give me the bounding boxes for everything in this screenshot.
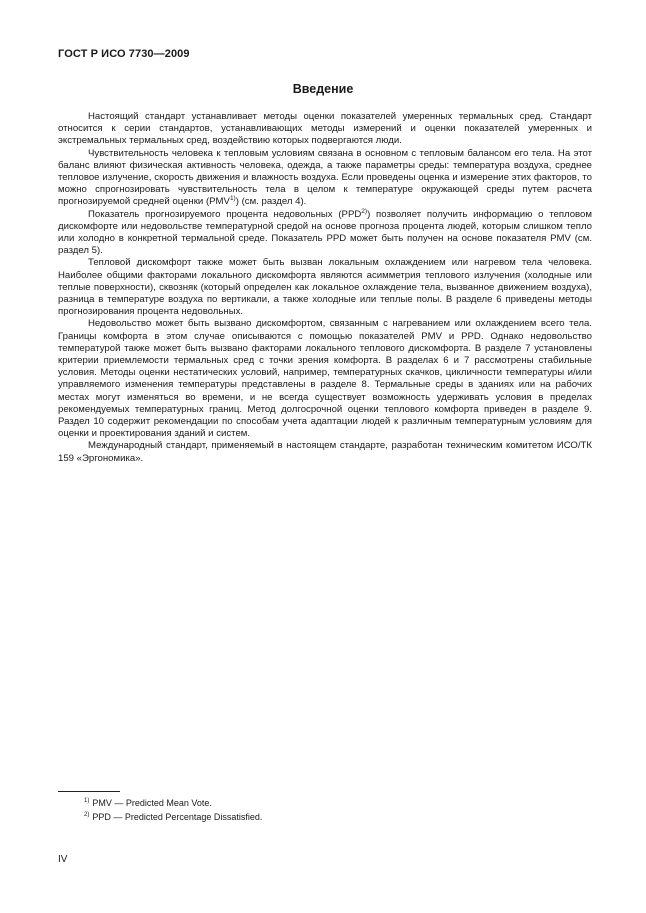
document-header: ГОСТ Р ИСО 7730—2009 bbox=[58, 48, 190, 60]
footnote-item: $^{2)}$ PPD — Predicted Percentage Dissatisfied. bbox=[84, 812, 263, 822]
paragraph: Международный стандарт, применяемый в настоящем стандарте, разработан техническим комитетом ИСО/ТК 159 «Эргономика». bbox=[58, 440, 592, 464]
footnotes bbox=[84, 796, 262, 824]
section-title: Введение bbox=[292, 82, 354, 96]
footnote-divider bbox=[58, 791, 120, 792]
footnote-ref: 1) bbox=[229, 195, 236, 203]
paragraph: Тепловой дискомфорт также может быть вызван локальным охлаждением или нагревом тела человека. Наиболее общими факторами локального дискомфорта являются асимметрия теплового излучения (холодные или теплые поверхности), сквозняк (который определен как локальное охлаждение тела, вызванное движением воздуха), разница в температуре воздуха по вертикали, а также холодные или теплые полы. В разделе 6 приведены методы прогнозирования процента недовольных. bbox=[58, 257, 592, 318]
page-number: IV bbox=[58, 854, 68, 865]
footnote-ref: 2) bbox=[361, 207, 368, 215]
body-text bbox=[58, 111, 592, 465]
paragraph: Показатель прогнозируемого процента недовольных (PPD$^{2)}$) позволяет получить информацию о тепловом дискомфорте или недовольстве температурной средой на основе прогноза процента людей, которым слишком тепло или холодно в конкретной термальной среде. Показатель PPD может быть получен на основе показателя PMV (см. раздел 5). bbox=[58, 207, 592, 257]
paragraph: Настоящий стандарт устанавливает методы оценки показателей умеренных термальных сред. Стандарт относится к серии стандартов, устанавливающих методы измерений и оценки показателей умеренных и экстремальных термальных сред, воздействию которых подвергаются люди. bbox=[58, 111, 592, 147]
paragraph: Недовольство может быть вызвано дискомфортом, связанным с нагреванием или охлаждением всего тела. Границы комфорта в этом случае описываются с помощью показателей PMV и PPD. Однако недовольство температурой также может быть вызвано факторами локального теплового дискомфорта. В разделе 7 установлены критерии приемлемости термальных сред с точки зрения комфорта. В разделах 6 и 7 рассмотрены стабильные условия. Методы оценки нестатических условий, например, температурных скачков, цикличности температуры и/или управляемого изменения температуры представлены в разделе 8. Термальные среды в зданиях или на рабочих местах могут изменяться во времени, и не всегда существует возможность удерживать условия в пределах рекомендуемых температурных границ. Метод долгосрочной оценки теплового комфорта приведен в разделе 9. Раздел 10 содержит рекомендации по способам учета адаптации людей к различным температурным условиям для оценки и проектирования зданий и систем. bbox=[58, 318, 592, 440]
paragraph: Чувствительность человека к тепловым условиям связана в основном с тепловым балансом его тела. На этот баланс влияют физическая активность человека, одежда, а также параметры среды: температура воздуха, среднее тепловое излучение, скорость движения и влажность воздуха. Если проведены оценка и измерение этих факторов, то можно спрогнозировать чувствительность тела в целом к температуре окружающей среды путем расчета прогнозируемой средней оценки (PMV$^{1)}$) (см. раздел 4). bbox=[58, 147, 592, 208]
footnote-item: $^{1)}$ PMV — Predicted Mean Vote. bbox=[84, 798, 212, 808]
